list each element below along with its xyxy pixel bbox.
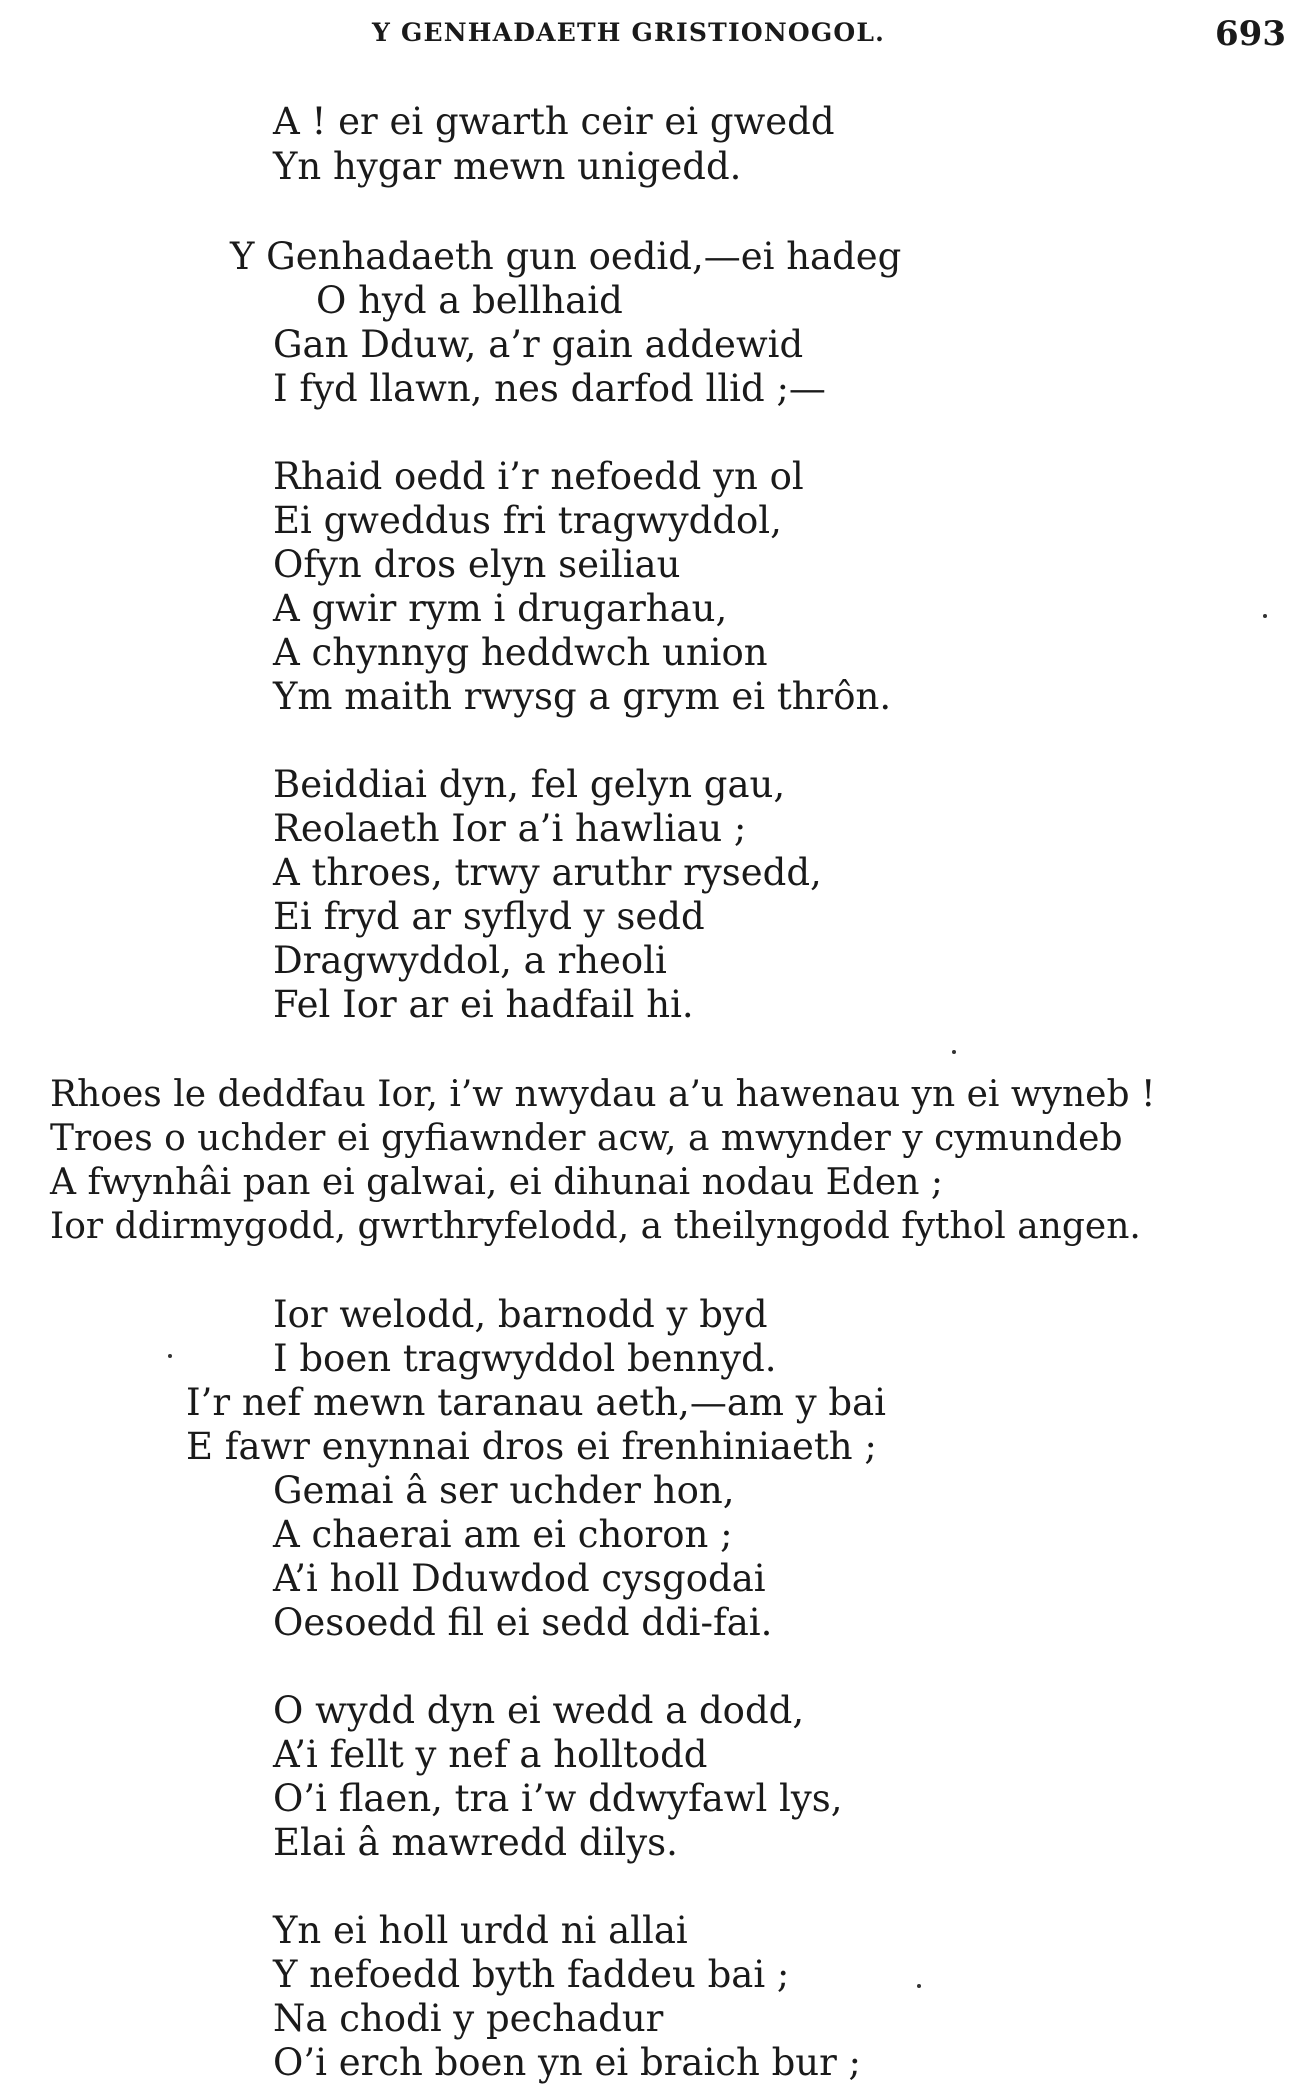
verse-line: O’i erch boen yn ei braich bur ;: [273, 2041, 862, 2084]
verse-line: Ei fryd ar syflyd y sedd: [273, 895, 705, 938]
verse-line: Y Genhadaeth gun oedid,—ei hadeg: [230, 235, 902, 278]
verse-line: Na chodi y pechadur: [273, 1997, 664, 2040]
verse-line: Yn ei holl urdd ni allai: [273, 1909, 688, 1952]
verse-line: A’i holl Dduwdod cysgodai: [273, 1557, 766, 1600]
verse-line: Reolaeth Ior a’i hawliau ;: [273, 807, 747, 850]
verse-line: I fyd llawn, nes darfod llid ;—: [273, 367, 826, 410]
verse-line: Y nefoedd byth faddeu bai ;: [273, 1953, 790, 1996]
verse-line: O wydd dyn ei wedd a dodd,: [273, 1689, 805, 1732]
verse-line: Gemai â ser uchder hon,: [273, 1469, 735, 1512]
page-number: 693: [1215, 14, 1286, 54]
verse-line: Elai â mawredd dilys.: [273, 1821, 678, 1864]
print-speck: [168, 1354, 172, 1358]
verse-line: Fel Ior ar ei hadfail hi.: [273, 983, 694, 1026]
verse-line: I’r nef mewn taranau aeth,—am y bai: [186, 1381, 886, 1424]
verse-line: O hyd a bellhaid: [316, 279, 623, 322]
print-speck: [952, 1050, 956, 1054]
verse-line: A’i fellt y nef a holltodd: [273, 1733, 708, 1776]
verse-line: Ofyn dros elyn seiliau: [273, 543, 681, 586]
print-speck: [1263, 614, 1267, 618]
verse-line: A ! er ei gwarth ceir ei gwedd: [273, 100, 835, 143]
verse-line: Rhaid oedd i’r nefoedd yn ol: [273, 455, 804, 498]
running-title: Y GENHADAETH GRISTIONOGOL.: [372, 18, 886, 47]
verse-line: Ei gweddus fri tragwyddol,: [273, 499, 782, 542]
verse-line: A gwir rym i drugarhau,: [273, 587, 728, 630]
verse-line: I boen tragwyddol bennyd.: [273, 1337, 777, 1380]
verse-line: E fawr enynnai dros ei frenhiniaeth ;: [186, 1425, 877, 1468]
verse-line: Ior ddirmygodd, gwrthryfelodd, a theilyngodd fythol angen.: [50, 1206, 1141, 1247]
verse-line: Ym maith rwysg a grym ei thrôn.: [273, 675, 892, 718]
verse-line: Dragwyddol, a rheoli: [273, 939, 667, 982]
running-head: [0, 14, 1300, 54]
verse-line: Gan Dduw, a’r gain addewid: [273, 323, 804, 366]
verse-line: Rhoes le deddfau Ior, i’w nwydau a’u hawenau yn ei wyneb !: [50, 1074, 1156, 1115]
verse-line: O’i flaen, tra i’w ddwyfawl lys,: [273, 1777, 843, 1820]
verse-line: Troes o uchder ei gyfiawnder acw, a mwynder y cymundeb: [50, 1118, 1123, 1159]
print-speck: [917, 1984, 921, 1988]
verse-line: A chaerai am ei choron ;: [273, 1513, 733, 1556]
verse-line: Ior welodd, barnodd y byd: [273, 1293, 768, 1336]
verse-line: Oesoedd fil ei sedd ddi-fai.: [273, 1601, 773, 1644]
verse-line: A chynnyg heddwch union: [273, 631, 768, 674]
verse-line: A fwynhâi pan ei galwai, ei dihunai nodau Eden ;: [50, 1162, 943, 1203]
verse-line: A throes, trwy aruthr rysedd,: [273, 851, 822, 894]
verse-line: Yn hygar mewn unigedd.: [273, 145, 742, 188]
verse-line: Beiddiai dyn, fel gelyn gau,: [273, 763, 786, 806]
